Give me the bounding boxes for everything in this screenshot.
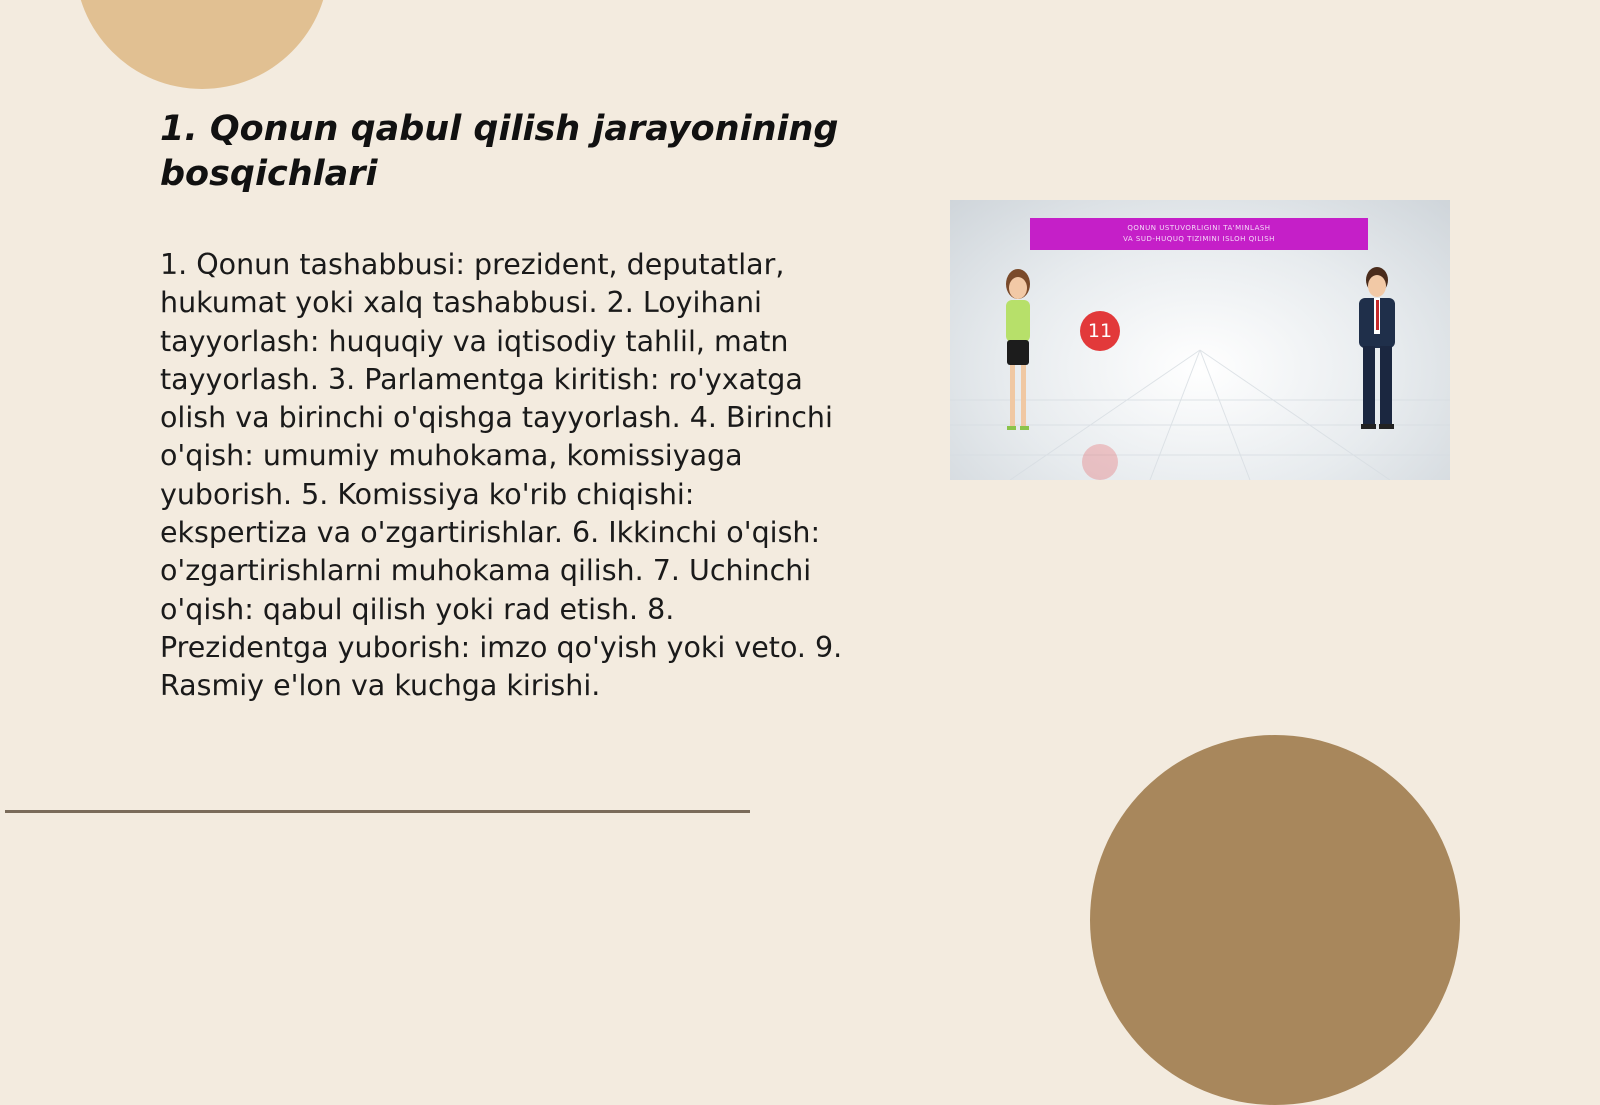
slide-title: 1. Qonun qabul qilish jarayonining bosqichlari <box>160 109 839 194</box>
video-banner <box>1030 218 1368 250</box>
decorative-circle-bottom <box>1090 735 1460 1105</box>
banner-line-2: VA SUD-HUQUQ TIZIMINI ISLOH QILISH <box>1123 235 1275 243</box>
man-figure <box>1359 267 1395 429</box>
woman-figure <box>1006 269 1030 430</box>
banner-line-1: QONUN USTUVORLIGINI TA'MINLASH <box>1127 224 1271 232</box>
divider-line <box>5 810 750 813</box>
counter-badge: 11 <box>1080 311 1120 351</box>
video-thumbnail[interactable] <box>950 200 1450 480</box>
slide-body-text: 1. Qonun tashabbusi: prezident, deputatlar, hukumat yoki xalq tashabbusi. 2. Loyihani tayyorlash: huquqiy va iqtisodiy tahlil, matn tayyorlash. 3. Parlamentga kiritish: ro'yxatga olish va birinchi o'qishga tayyorlash. 4. Birinchi o'qish: umumiy muhokama, komissiyaga yuborish. 5. Komissiya ko'rib chiqishi: ekspertiza va o'zgartirishlar. 6. Ikkinchi o'qish: o'zgartirishlarni muhokama qilish. 7. Uchinchi o'qish: qabul qilish yoki rad etish. 8. Prezidentga yuborish: imzo qo'yish yoki veto. 9. Rasmiy e'lon va kuchga kirishi. <box>160 248 843 703</box>
decorative-circle-top <box>75 0 329 89</box>
